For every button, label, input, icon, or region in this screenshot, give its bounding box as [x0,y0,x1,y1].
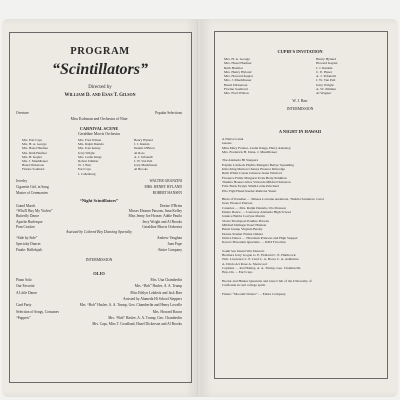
item-name: “Side by Side” [16,236,38,240]
program-line: Canaries … Mrs. Ralph Daniels, Ula Dawson [222,205,286,210]
program-line: Donna Stasher Elaine Oshera [222,231,264,236]
item-detail: Mrs. Howard Bacon [152,309,182,314]
item-detail: Entire Company [158,248,182,252]
program-line: Birds of Paradise … Misses Lorraine Anderson, Thelma Saunders, Carol [222,197,324,202]
program-line: Edythe Lobdeck Phyllis Mengela Bettye Spaulding [222,162,294,167]
cast-name: Al Ross [134,150,145,155]
program-line: Thelma Hoener Alice Valverde Mildred Smeaton [222,179,291,184]
program-line: Mildred Delinger Pearl Hudson [222,222,267,227]
program-item [16,322,182,327]
item-detail: Jerry Wright and Al Brooks [142,219,182,224]
item-detail: ROBERT HANSEN [152,191,182,195]
cast-name: Mrs. Ralph Daniels [78,142,104,147]
item-detail: Misses Eleanor Parsons, Irma Kelley [128,209,182,214]
program-line: Brothers Jerry Gogan G. E. Holland C. E. Haithcock [222,253,296,258]
program-item [16,248,182,253]
cast-name: J. J. Rankin [316,65,333,70]
cast-name: Ruth Haefner [224,65,243,70]
program-line: Hoolar and Hunter Quartette and Glee Club of the University of [222,278,312,283]
cast-column [78,138,104,176]
item-name: Grand March [16,204,36,208]
cast-column [316,57,338,96]
item-detail: Mrs. “Bob” Haslee, A. A. Trump, Geo. Chamberlin [108,315,182,320]
program-line: Miss Mary Frazier, Leslie Kings, Harry Amesley, [222,145,292,150]
item-detail: Assisted by Alameda Hi School Steppers [123,296,182,301]
cast-name: Mrs. J. Muehlbauer [224,78,252,83]
program-item [16,191,182,196]
program-item [16,310,182,315]
item-name: Apache Burlesque [16,219,43,224]
carnival-heading: CARNIVAL SCENE [79,126,119,131]
item-name: Overture [16,111,29,115]
program-line: Irma Klug Marion Chaney Eleanor Kittredge [222,167,286,172]
item-detail: Popular Selections [155,111,182,115]
cast-name: Mrs. H. Kepler [22,154,42,159]
left-page [2,19,198,397]
item-detail: Joan Pope [167,242,182,246]
cast-name: Al Wagner [316,91,332,96]
directed-by-label: Directed by [88,85,112,90]
program-line: Jennice Babbs Corryne Martin [222,214,265,219]
cast-name: A. J. Tefanelli [316,74,336,79]
cast-column [134,138,157,172]
right-intermission: INTERMISSION [286,107,314,111]
program-item [16,278,182,283]
cast-name: Mrs. Hazel Haefner [22,146,49,151]
item-name: Specialty Dancer [16,242,41,246]
item-name: Selection of Songs, Costumes [16,309,59,314]
cast-column [224,57,253,96]
program-line: Hazel Jessup Virginia Beatty [222,227,263,232]
cast-name: Howard Kepler [316,61,338,66]
item-name: “Who'll Buy My Violets” [16,209,53,214]
program-line: Florence Fuller Margaret Potts Betty Pehlman [222,175,287,180]
night-heading: “Night Scintillators” [79,198,119,203]
program-item [16,303,182,308]
program-line: South Sea Island War Dancers [222,248,265,253]
cast-name: Florine Southard [224,87,248,92]
cast-name: Hazel Dickerson [224,82,248,87]
cast-name: Mrs. Ruth Haefner [22,150,47,155]
program-line: Ella Vigil Hazel Keeler Ramona Stuart [222,188,277,193]
cast-name: Mrs. Hazel Haefner [224,61,252,66]
program-item [16,297,182,302]
cupid-cast-list [224,57,374,97]
directors: William D. and Esas T. Gilson [64,93,136,98]
carnival-subheading: Geraldine Morris Orchestra [78,132,120,136]
item-detail: Geraldine Morris Orchestra [142,224,182,229]
carnival-cast-list [22,138,182,178]
program-line: Guests [222,141,232,146]
cast-name: J. W. Van Pelt [316,78,336,83]
cast-name: Mrs. Howard Kepler [224,74,254,79]
cast-name: J. Callenburg [78,171,96,176]
right-page [200,19,398,397]
item-name: Card Party [16,303,32,308]
program-item [16,236,182,241]
cast-name: Mrs. Fred Wilson [78,138,102,142]
item-name: Butterfly Dance [16,214,40,219]
program-item [16,242,182,247]
item-detail: Miss Ethlyn Lobdeck and Jack Barr [130,290,182,295]
program-line: Finale: “Moonlit Waters” … Entire Company [222,291,286,296]
program-line: Ruth White Cassie Johnson Jeane Winford [222,171,282,176]
left-intermission: INTERMISSION [85,258,113,262]
program-line: Wm. Lawrence L. E. Lind C. A. Bowe C. A. Ashburne [222,257,299,262]
orchestra-line: Miss Eschman and Orchestra of Nine [70,117,128,121]
program-line: Native Dance … Hawaiian Princess and High Stepper [222,235,298,240]
program-title: PROGRAM [70,46,130,57]
cast-name: J. J. Rankin [134,142,150,147]
program-line: Pinale Dance … Castaway Alameda High School [222,210,292,215]
item-detail: Andrew Vaughan [157,236,182,240]
program-item [16,291,182,296]
cast-name: W. J. Barr [78,163,92,168]
cast-name: Florine Southard [22,167,45,172]
program-item [16,179,182,184]
item-name: Our Favorite [16,284,35,289]
program-line: A. Davis Art Rose A. Sherwood [222,261,267,266]
cast-name: Dennis O'Brien [134,146,155,151]
cast-name: C. E. Haser [316,69,333,74]
hawaii-heading: A NIGHT IN HAWAII [278,129,322,134]
olio-heading: OLIO [93,271,105,276]
cast-name: Al Brooks [134,167,148,172]
cast-name: Jerry Wright [316,82,334,87]
item-name: Finale: Hallelujah [16,248,42,252]
cast-name: Mrs. J. Muehlbauer [22,159,48,164]
program-line: Kona's Hawaiian Quartette … KPO Favorites [222,240,286,245]
item-name: A Little Dance [16,290,38,295]
cast-name: Earl Caps [78,167,91,172]
item-detail: Mrs. “Bob” Haslee, A. A. Trump, Geo. Chamberlin and Henry Lowelle [79,303,182,308]
item-detail: WALTER GRANZINI [149,179,182,183]
assist-note: Assisted by Colored Boy Dancing Specialty [66,230,132,234]
program-line: Juad, Eleanor Pierson [222,201,253,206]
item-name: Cigarette Girl, in Song [16,185,49,189]
program-line: Capitans … Roi Hanley, A. A. Trump, Geo. Chamberlin [222,265,301,270]
overture-row [16,111,182,116]
program-line: Mrs. Frederick H. Dana, J. Muehlbauer [222,149,278,154]
item-name: Master of Ceremonies [16,191,48,195]
program-line: California in real college spirit. [222,283,266,288]
program-line: Violet Thompson Pauline Prewan [222,218,270,223]
cast-name: Henry Hyland [316,57,336,61]
program-item [16,284,182,289]
cast-name: Mrs. H. A. George [22,142,47,147]
show-title: “Scintillators” [51,61,149,78]
cast-name: A. W. Zimmer [316,87,337,92]
item-detail: Mrs. Una Chamberlin [150,278,182,282]
item-name: “Puppets” [16,315,31,320]
cast-name: J. W. Van Pelt [134,159,153,164]
program-item [16,185,182,190]
cast-name: Hazel Dickerson [22,163,45,168]
cast-name: Mrs. H. A. George [224,57,250,61]
cast-name: Mrs. Ivan Kelsey [78,146,101,151]
cast-name: Mrs. Leslie Kings [78,154,102,159]
item-name: Piano Solo [16,278,32,282]
cupid-soloist: W. J. Barr [292,99,308,103]
cast-name: Robert Zimmer [78,159,99,164]
program-line: Hop-On … Earl Caps [222,270,253,275]
item-detail: MRS. HENRY HYLAND [144,185,182,189]
hawaii-program [222,137,380,296]
item-detail: Mrs. “Bob” Haslee, A. A. Trump [134,284,182,289]
program-item [16,316,182,321]
item-detail: Dorine O'Brien [159,204,182,208]
cast-name: Jerry Wright [78,150,95,155]
item-name: Jewelry [16,179,28,183]
cast-name: Jerry Muehlbauer [134,163,158,168]
cast-name: A. J. Tefanelli [134,154,153,159]
item-detail: Mrs. Caps, Miss T. Goodland, Hazel Dickerson and Al Brooks [92,322,182,327]
item-name: Pom Cracker [16,224,35,229]
cast-name: Mrs. Earl Caps [22,138,42,142]
cupid-heading: CUPID'S INVITATION [277,49,323,54]
cast-column [22,138,48,172]
program-line: The Alameda Hi Steppers [222,158,259,163]
cast-name: Mrs. Fred Wilson [224,91,249,96]
program-line: Fritz Buck Eralyn Smith Lettie Pritchard [222,184,280,189]
cast-name: Mrs. Henry Hyland [224,69,252,74]
program-line: A Native Lanai [222,137,244,141]
item-detail: Miss Jenny Joe Houser, Addie Pautlo [128,214,182,219]
cast-name: Henry Hyland [134,138,153,142]
